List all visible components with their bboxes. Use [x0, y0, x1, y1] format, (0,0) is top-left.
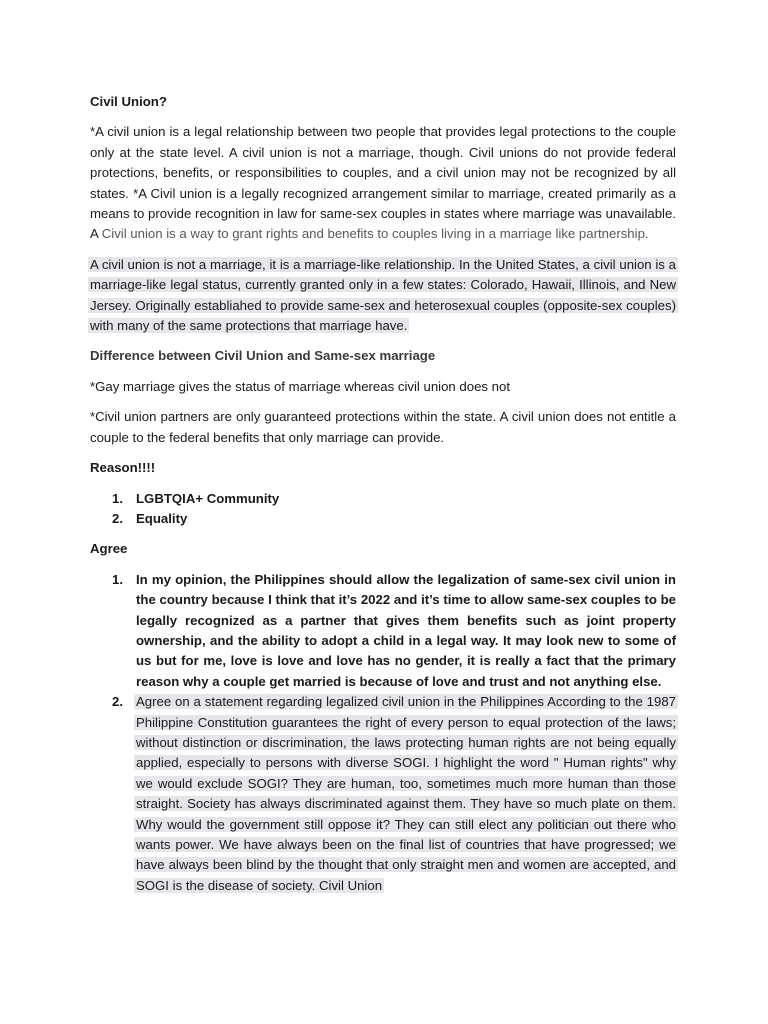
paragraph-highlighted [90, 255, 676, 337]
agree-list [90, 570, 676, 897]
list-text: In my opinion, the Philippines should allow the legalization of same-sex civil union in the country because I think that it’s 2022 and it’s time to allow same-sex couples to be legally recognized as a partner that gives them benefits such as joint property ownership, and the ability to adopt a child in a legal way. It may look new to some of us but for me, love is love and love has no gender, it is really a fact that the primary reason why a couple get married is because of love and trust and not anything else. [136, 571, 676, 689]
list-text: LGBTQIA+ Community [136, 490, 280, 506]
heading-difference: Difference between Civil Union and Same-sex marriage [90, 348, 436, 364]
highlighted-text: A civil union is not a marriage, it is a marriage-like relationship. In the United States, a civil union is a marriage-like legal status, currently granted only in a few states: Colorado, Hawaii, Illinois, and New Jersey. Originally establiahed to provide same-sex and heterosexual couples (opposite-sex couples) with many of the same protections that marriage have. [90, 256, 676, 334]
list-item [90, 489, 676, 509]
list-text: Equality [136, 510, 188, 526]
highlighted-text: Agree on a statement regarding legalized civil union in the Philippines According to the 1987 Philippine Constitution guarantees the right of every person to equal protection of the laws; without distinction or discrimination, the laws protecting human rights are not being equally applied, especially to persons with diverse SOGI. I highlight the word " Human rights" why we would exclude SOGI? They are human, too, sometimes much more human than those straight. Society has always discriminated against them. They have so much plate on them. Why would the government still oppose it? They can still elect any politician out there who wants power. We have always been on the final list of countries that have progressed; we have always been blind by the thought that only straight men and women are accepted, and SOGI is the disease of society. Civil Union [136, 694, 676, 893]
heading-reason: Reason!!!! [90, 460, 156, 476]
reason-list [90, 489, 676, 530]
paragraph-definition-main: *A civil union is a legal relationship between two people that provides legal protections to the couple only at the state level. A civil union is not a marriage, though. Civil unions do not provide federal protections, benefits, or responsibilities to couples, and a civil union may not be recognized by all states. *A Civil union is a legally recognized arrangement similar to marriage, created primarily as a means to provide recognition in law for same-sex couples in states where marriage was unavailable. A [90, 124, 676, 242]
paragraph-gay-marriage: *Gay marriage gives the status of marriage whereas civil union does not [90, 378, 511, 394]
list-item [90, 692, 676, 896]
list-number: 2. [112, 694, 123, 710]
list-number: 1. [112, 571, 123, 587]
doc-title: Civil Union? [90, 94, 167, 109]
list-item [90, 509, 676, 529]
list-number: 2. [112, 510, 123, 526]
list-number: 1. [112, 490, 123, 506]
paragraph-definition-gray: Civil union is a way to grant rights and benefits to couples living in a marriage like partnership. [101, 226, 649, 242]
paragraph-state-protections: *Civil union partners are only guaranteed protections within the state. A civil union does not entitle a couple to the federal benefits that only marriage can provide. [90, 409, 676, 445]
list-item [90, 570, 676, 692]
paragraph-definition [90, 122, 676, 244]
heading-agree: Agree [90, 541, 128, 557]
